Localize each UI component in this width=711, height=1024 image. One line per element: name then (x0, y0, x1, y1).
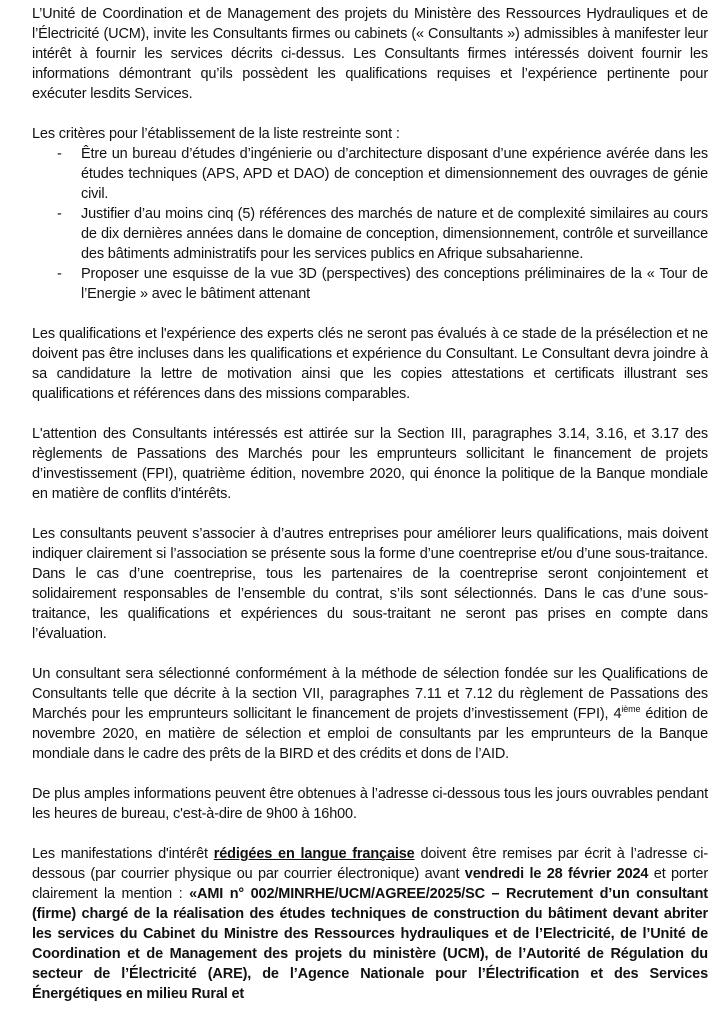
dash-bullet: - (57, 266, 62, 282)
selection-method-paragraph (32, 664, 708, 764)
qualifications-paragraph: Les qualifications et l'expérience des experts clés ne seront pas évalués à ce stade de la présélection et ne doivent pas être incluses dans les qualifications et expérience du Consultant. Le Consultant devra joindre à sa candidature la lettre de motivation ainsi que les copies attestations et certificats illustrant ses qualifications et références dans des missions comparables. (32, 326, 708, 402)
criteria-list (32, 144, 708, 304)
criteria-intro: Les critères pour l’établissement de la liste restreinte sont : (32, 126, 400, 142)
criteria-item-text: Proposer une esquisse de la vue 3D (perspectives) des conceptions préliminaires de la « Tour de l’Energie » avec le bâtiment attenant (81, 266, 708, 302)
deadline-date: vendredi le 28 février 2024 (464, 866, 649, 882)
information-paragraph: De plus amples informations peuvent être obtenues à l’adresse ci-dessous tous les jours ouvrables pendant les heures de bureau, c'est-à-dire de 9h00 à 16h00. (32, 786, 708, 822)
intro-paragraph: L’Unité de Coordination et de Management des projets du Ministère des Ressources Hydrauliques et de l’Électricité (UCM), invite les Consultants firmes ou cabinets (« Consultants ») admissibles à manifester leur intérêt à fournir les services décrits ci-dessus. Les Consultants firmes intéressés doivent fournir les informations démontrant qu’ils possèdent les qualifications requises et l’expérience pertinente pour exécuter lesdits Services. (32, 6, 708, 102)
submission-text-part: Les manifestations d'intérêt (32, 846, 214, 862)
submission-paragraph (32, 844, 708, 1004)
criteria-item-text: Justifier d’au moins cinq (5) références des marchés de nature et de complexité similaires au cours de dix dernières années dans le domaine de conception, dimensionnement, contrôle et surveillance des bâtiments administratifs pour les services publics en Afrique subsaharienne. (81, 206, 708, 262)
selection-text-part: édition de novembre 2020, en matière de sélection et emploi de consultants par les emprunteurs de la Banque mondiale dans le cadre des prêts de la BIRD et des crédits et dons de l’AID. (32, 706, 708, 762)
criteria-item (32, 144, 708, 204)
language-requirement: rédigées en langue française (213, 846, 415, 862)
criteria-item (32, 204, 708, 264)
criteria-item-text: Être un bureau d’études d’ingénierie ou d’architecture disposant d’une expérience avérée dans les études techniques (APS, APD et DAO) de conception et dimensionnement des ouvrages de génie civil. (81, 146, 708, 202)
selection-text-part: Un consultant sera sélectionné conformément à la méthode de sélection fondée sur les Qualifications de Consultants telle que décrite à la section VII, paragraphes 7.11 et 7.12 du règlement de Passations des Marchés pour les emprunteurs sollicitant le financement de projets d’investissement (FPI), 4 (32, 666, 708, 722)
edition-superscript: ième (621, 704, 641, 715)
document-page (32, 4, 708, 1024)
submission-text-part: doivent être remises par écrit à l’adresse ci-dessous (par courrier physique ou par courrier électronique) avant (32, 846, 708, 882)
criteria-item (32, 264, 708, 304)
association-paragraph: Les consultants peuvent s’associer à d’autres entreprises pour améliorer leurs qualifications, mais doivent indiquer clairement si l’association se présente sous la forme d’une coentreprise et/ou d’une sous-traitance. Dans le cas d’une coentreprise, tous les partenaires de la coentreprise seront conjointement et solidairement responsables de l’ensemble du contrat, s’ils sont sélectionnés. Dans le cas d’une sous-traitance, les qualifications et expériences du sous-traitant ne seront pas prises en compte dans l’évaluation. (32, 526, 708, 642)
dash-bullet: - (57, 206, 62, 222)
dash-bullet: - (57, 146, 62, 162)
ami-mention: «AMI n° 002/MINRHE/UCM/AGREE/2025/SC – Recrutement d’un consultant (firme) chargé de la réalisation des études techniques de construction du bâtiment devant abriter les services du Cabinet du Ministre des Ressources hydrauliques et de l’Electricité, de l’Unité de Coordination et de Management des projets du ministère (UCM), de l’Autorité de Régulation du secteur de l’Électricité (ARE), de l’Agence Nationale pour l’Électrification et des Services Énergétiques en milieu Rural et (32, 886, 708, 1002)
conflict-of-interest-paragraph: L'attention des Consultants intéressés est attirée sur la Section III, paragraphes 3.14, 3.16, et 3.17 des règlements de Passations des Marchés pour les emprunteurs sollicitant le financement de projets d’investissement (FPI), quatrième édition, novembre 2020, qui énonce la politique de la Banque mondiale en matière de conflits d'intérêts. (32, 426, 708, 502)
submission-text-part: et porter clairement la mention : (32, 866, 708, 902)
